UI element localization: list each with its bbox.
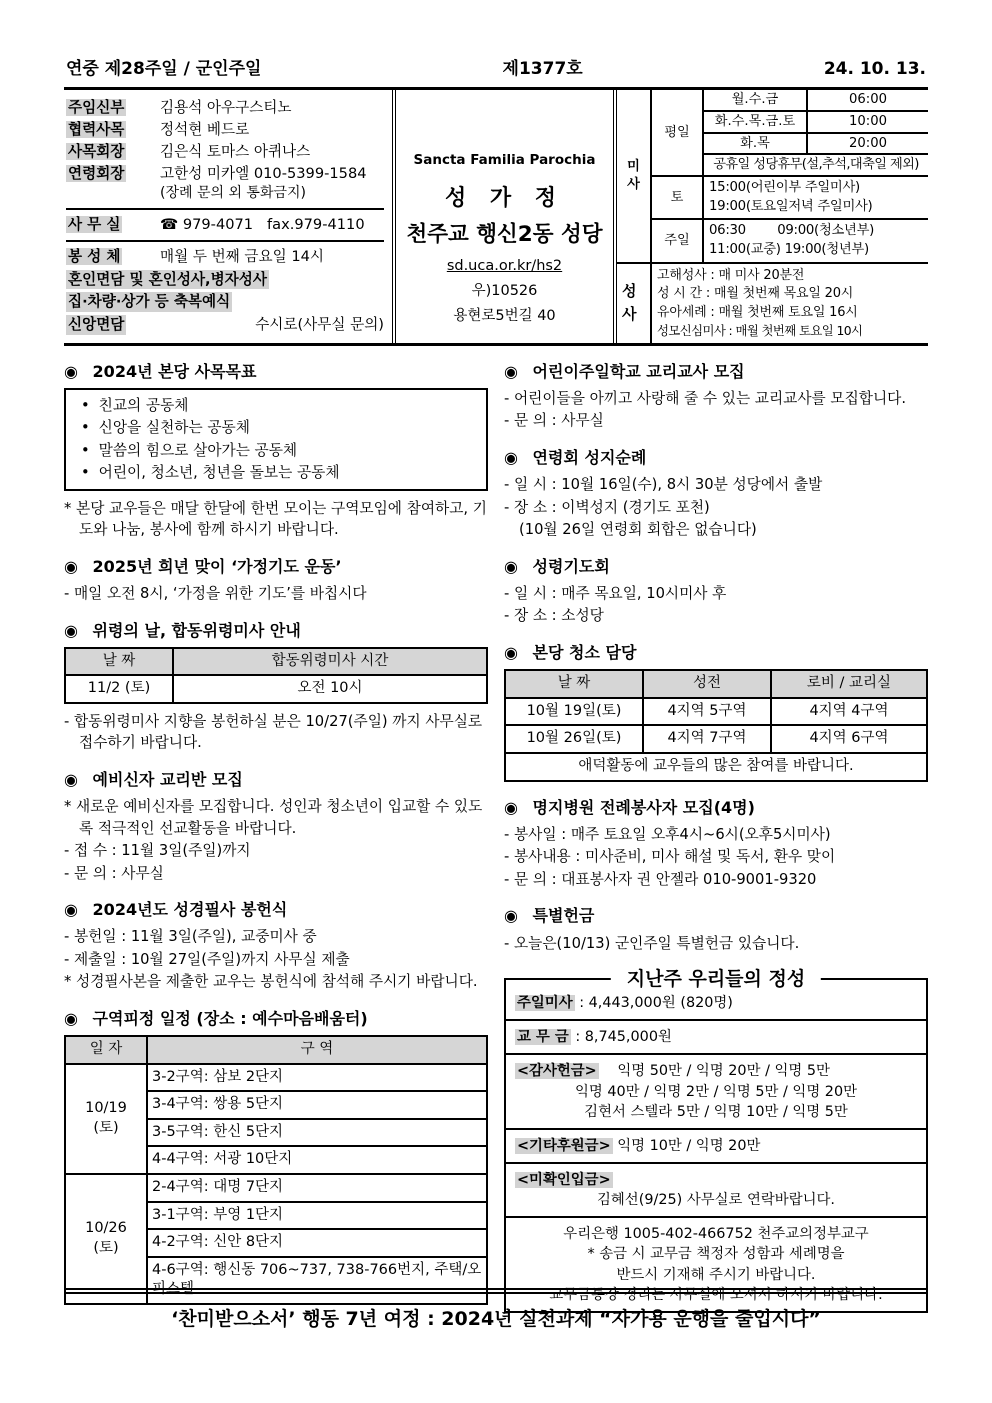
contact-label: 협력사목 [68,120,125,138]
section-line: - 오늘은(10/13) 군인주일 특별헌금 있습니다. [504,934,800,952]
section-special-collection [504,904,928,954]
zone-cell: 2-4구역: 대명 7단지 [147,1174,487,1202]
table-header: 구 역 [147,1036,487,1064]
bullet-icon: • [81,419,90,437]
offering-value: 김현서 스텔라 5만 / 익명 10만 / 익명 5만 [584,1103,848,1120]
service-row [66,270,384,290]
section-title: 명지병원 전례봉사자 모집(4명) [532,797,755,817]
retreat-day: (토) [93,1119,119,1136]
contact-row [66,98,384,118]
header-box [64,87,928,346]
sacrament-line: 성 시 간 : 매월 첫번째 목요일 20시 [657,286,854,302]
mass-days: 월.수.금 [703,90,807,111]
table-header: 날 짜 [65,648,173,676]
offerings-box [504,968,928,1313]
section-line: - 일 시 : 10월 16일(수), 8시 30분 성당에서 출발 [504,476,823,494]
saturday-label: 토 [651,176,703,219]
section-title: 위령의 날, 합동위령미사 안내 [92,620,301,640]
service-label: 혼인면담 및 혼인성사,병자성사 [68,270,267,288]
section-line: - 문 의 : 대표봉사자 권 안젤라 010-9001-9320 [504,870,817,888]
masthead-issue-number: 제1377호 [502,59,583,79]
footer-slogan: ‘찬미받으소서’ 행동 7년 여정 : 2024년 실천과제 “자가용 운행을 줄입시다” [171,1308,821,1330]
goal-text: 신앙을 실천하는 공동체 [98,419,250,437]
section-bible-transcription [64,898,488,993]
bank-line: 반드시 기재해 주시기 바랍니다. [616,1266,816,1283]
body-columns [64,346,928,1319]
retreat-date: 10/19 [85,1100,127,1117]
mass-section-label: 미사 [617,90,651,263]
zone-cell: 4-6구역: 행신동 706~737, 738-766번지, 주택/오피스텔 [147,1257,487,1304]
mass-schedule-table [617,90,928,264]
bank-line: * 송금 시 교무금 책정자 성함과 세례명을 [587,1246,845,1263]
bullet-icon: • [81,464,90,482]
contact-value: 정석현 베드로 [160,120,250,138]
church-dues-row [506,1021,926,1055]
section-line: - 제출일 : 10월 27일(주일)까지 사무실 제출 [64,950,350,968]
section-marker-icon: ◉ [504,361,518,381]
contact-row [66,120,384,140]
table-header: 일 자 [65,1036,147,1064]
mass-days: 화.수.목.금.토 [703,111,807,133]
section-title: 본당 청소 담당 [532,642,637,662]
section-line: - 봉사일 : 매주 토요일 오후4시~6시(오후5시미사) [504,825,831,843]
goal-item [76,417,476,438]
duty-lobby: 4지역 6구역 [771,725,927,753]
section-memorial-mass [64,619,488,754]
offering-value: 김혜선(9/25) 사무실로 연락바랍니다. [597,1192,835,1209]
footer [64,1288,928,1331]
sunday-mass-line: 06:30 09:00(청소년부) [709,223,875,239]
sacraments-table [617,264,928,343]
contact-label: 연령회장 [68,164,125,182]
retreat-day: (토) [93,1239,119,1256]
bullet-icon: • [81,441,90,459]
parish-website-link[interactable]: sd.uca.or.kr/hs2 [446,258,563,274]
goal-text: 친교의 공동체 [98,397,189,415]
section-cleaning-duty [504,641,928,782]
parish-name-main: 성 가 정 [444,186,565,211]
goal-text: 말씀의 힘으로 살아가는 공동체 [98,441,298,459]
table-header: 합동위령미사 시간 [173,648,487,676]
retreat-date-cell [65,1174,147,1304]
section-line: - 봉헌일 : 11월 3일(주일), 교중미사 중 [64,928,317,946]
parish-zipcode: 우)10526 [471,283,538,299]
offering-label: <기타후원금> [517,1137,611,1154]
offering-label: <미확인입금> [517,1171,611,1188]
right-column [504,360,928,1319]
contact-row [66,164,384,184]
mass-time: 20:00 [807,133,928,155]
zone-cell: 3-5구역: 한신 5단지 [147,1119,487,1147]
duty-sanctuary: 4지역 7구역 [643,725,771,753]
other-donation-row [506,1130,926,1164]
sunday-label: 주일 [651,219,703,262]
section-line: - 접 수 : 11월 3일(주일)까지 [64,842,251,860]
contact-value: 김용석 아우구스티노 [160,99,292,116]
holiday-closure-note: 공휴일 성당휴무(설,추석,대축일 제외) [703,154,928,176]
goal-item [76,462,476,483]
bank-line: 교무금통장 정리는 사무실에 오셔서 하시기 바랍니다. [549,1286,883,1303]
contact-label: 사목회장 [68,142,125,160]
offerings-title: 지난주 우리들의 정성 [611,966,821,994]
section-line: - 어린이들을 아끼고 사랑해 줄 수 있는 교리교사를 모집합니다. [504,390,907,408]
service-value: 수시로(사무실 문의) [255,316,384,334]
retreat-date: 10/26 [85,1220,127,1237]
zone-cell: 3-1구역: 부영 1단지 [147,1202,487,1230]
offering-label: 주일미사 [517,995,573,1012]
retreat-date-cell [65,1064,147,1174]
section-note: - 합동위령미사 지향을 봉헌하실 분은 10/27(주일) 까지 사무실로 접수하기 바랍니다. [64,713,483,752]
mass-days: 화.목 [703,133,807,155]
section-marker-icon: ◉ [64,556,78,576]
section-title: 어린이주일학교 교리교사 모집 [532,361,745,381]
offering-value: 익명 50만 / 익명 20만 / 익명 5만 [617,1063,830,1080]
services-rows [66,247,384,335]
goal-item [76,395,476,416]
section-marker-icon: ◉ [504,642,518,662]
offering-value: : 8,745,000원 [575,1029,672,1046]
sunday-mass-times [703,219,928,262]
zone-cell: 3-4구역: 쌍용 5단지 [147,1091,487,1119]
section-line: * 새로운 예비신자를 모집합니다. 성인과 청소년이 입교할 수 있도록 적극적인 선교활동을 바랍니다. [64,798,483,837]
section-line: - 장 소 : 이벽성지 (경기도 포천) [504,498,710,516]
service-row [66,292,384,312]
zone-cell: 4-4구역: 서광 10단지 [147,1146,487,1174]
section-marker-icon: ◉ [64,769,78,789]
section-line: - 봉사내용 : 미사준비, 미사 해설 및 독서, 환우 맞이 [504,848,836,866]
zone-cell: 3-2구역: 삼보 2단지 [147,1064,487,1092]
section-marker-icon: ◉ [64,900,78,920]
unconfirmed-deposit-row [506,1164,926,1218]
section-line: - 일 시 : 매주 목요일, 10시미사 후 [504,585,727,602]
masthead-date: 24. 10. 13. [823,59,926,79]
duty-date: 10월 26일(토) [505,725,643,753]
section-line: - 장 소 : 소성당 [504,607,604,625]
funeral-phone-note: (장례 문의 외 통화금지) [160,185,306,202]
section-catechumen-class [64,768,488,884]
memorial-time-cell: 오전 10시 [173,675,487,703]
service-row [66,315,384,335]
section-pilgrimage [504,446,928,541]
contact-value: 고한성 미카엘 010-5399-1584 [160,164,367,182]
section-note: (10월 26일 연령회 회합은 없습니다) [519,521,757,539]
section-title: 특별헌금 [532,906,595,926]
section-title: 2024년도 성경필사 봉헌식 [92,900,288,920]
section-line: - 문 의 : 사무실 [64,864,164,882]
sacrament-line: 유아세례 : 매월 첫번째 토요일 16시 [657,304,858,320]
section-sunday-school-teachers [504,360,928,432]
parish-address: 용현로5번길 40 [453,308,556,324]
office-label: 사 무 실 [68,215,121,233]
divider [66,208,384,210]
contact-value: 김은식 토마스 아퀴나스 [160,142,311,160]
section-family-prayer [64,555,488,605]
saturday-mass-line: 15:00(어린이부 주일미사) [709,180,860,196]
section-title: 성령기도회 [532,556,610,576]
section-pastoral-goals [64,360,488,541]
table-header: 날 짜 [505,670,643,698]
office-phone-value: ☎ 979-4071 fax.979-4110 [160,215,365,233]
cleaning-table-note: 애덕활동에 교우들의 많은 참여를 바랍니다. [505,753,927,781]
memorial-mass-table [64,647,488,704]
duty-lobby: 4지역 4구역 [771,698,927,726]
pastoral-goals-box [64,388,488,491]
section-marker-icon: ◉ [504,447,518,467]
service-value: 매월 두 번째 금요일 14시 [160,247,325,265]
cleaning-duty-table [504,669,928,781]
sacraments-lines [651,264,928,343]
sunday-mass-line: 11:00(교중) 19:00(청년부) [709,242,869,258]
saturday-mass-line: 19:00(토요일저녁 주일미사) [709,198,873,214]
section-marker-icon: ◉ [504,906,518,926]
saturday-mass-times [703,176,928,219]
district-retreat-table [64,1035,488,1305]
section-title: 예비신자 교리반 모집 [92,769,243,789]
section-hospital-volunteers [504,796,928,891]
thanksgiving-offering-row [506,1055,926,1129]
mass-time: 10:00 [807,111,928,133]
bullet-icon: • [81,397,90,415]
weekday-label: 평일 [651,90,703,176]
offering-value: 익명 40만 / 익명 2만 / 익명 5만 / 익명 20만 [574,1083,858,1100]
section-district-retreat [64,1007,488,1305]
mass-time: 06:00 [807,90,928,111]
mass-schedule-pane [617,90,928,343]
bank-line: 우리은행 1005-402-466752 천주교의정부교구 [563,1226,869,1243]
parish-identity [392,90,617,343]
contact-row [66,142,384,162]
section-marker-icon: ◉ [504,797,518,817]
duty-sanctuary: 4지역 5구역 [643,698,771,726]
offering-value: 익명 10만 / 익명 20만 [617,1137,761,1154]
section-note: * 본당 교우들은 매달 한달에 한번 모이는 구역모임에 참여하고, 기도와 나눔, 봉사에 함께 하시기 바랍니다. [64,499,487,539]
duty-date: 10월 19일(토) [505,698,643,726]
masthead-week-title: 연중 제28주일 / 군인주일 [66,59,262,79]
parish-contacts [64,90,392,343]
goal-item [76,440,476,461]
service-label: 신앙면담 [68,316,125,334]
divider [66,240,384,242]
offering-value: : 4,443,000원 (820명) [579,995,733,1012]
parish-name-sub: 천주교 행신2동 성당 [406,222,603,247]
section-title: 구역피정 일정 (장소 : 예수마음배움터) [92,1008,368,1028]
memorial-date-cell: 11/2 (토) [65,675,173,703]
service-row [66,247,384,267]
section-line: * 성경필사본을 제출한 교우는 봉헌식에 참석해 주시기 바랍니다. [64,973,478,991]
service-label: 집·차량·상가 등 축복예식 [68,293,231,311]
parish-latin-name: Sancta Familia Parochia [413,152,596,168]
section-title: 연령회 성지순례 [532,447,647,467]
sacraments-section-label: 성사 [617,264,651,343]
sacrament-line: 성모신심미사 : 매월 첫번째 토요일 10시 [657,323,863,339]
service-label: 봉 성 체 [68,247,121,265]
section-title: 2025년 희년 맞이 ‘가정기도 운동’ [92,556,342,576]
section-marker-icon: ◉ [504,556,518,576]
section-marker-icon: ◉ [64,1008,78,1028]
masthead [64,52,928,87]
offering-label: 교 무 금 [517,1029,569,1046]
table-header: 로비 / 교리실 [771,670,927,698]
section-marker-icon: ◉ [64,620,78,640]
left-column [64,360,488,1319]
section-line: - 매일 오전 8시, ‘가정을 위한 기도’를 바칩시다 [64,585,367,603]
offering-label: <감사헌금> [517,1063,597,1080]
sacrament-line: 고해성사 : 매 미사 20분전 [657,267,805,283]
table-header: 성전 [643,670,771,698]
section-line: - 문 의 : 사무실 [504,412,604,430]
contact-label: 주임신부 [68,99,125,116]
goal-text: 어린이, 청소년, 청년을 돌보는 공동체 [98,464,340,482]
section-holy-spirit-prayer [504,555,928,627]
zone-cell: 4-2구역: 신안 8단지 [147,1229,487,1257]
section-title: 2024년 본당 사목목표 [92,361,257,381]
section-marker-icon: ◉ [64,361,78,381]
office-row [66,215,384,235]
